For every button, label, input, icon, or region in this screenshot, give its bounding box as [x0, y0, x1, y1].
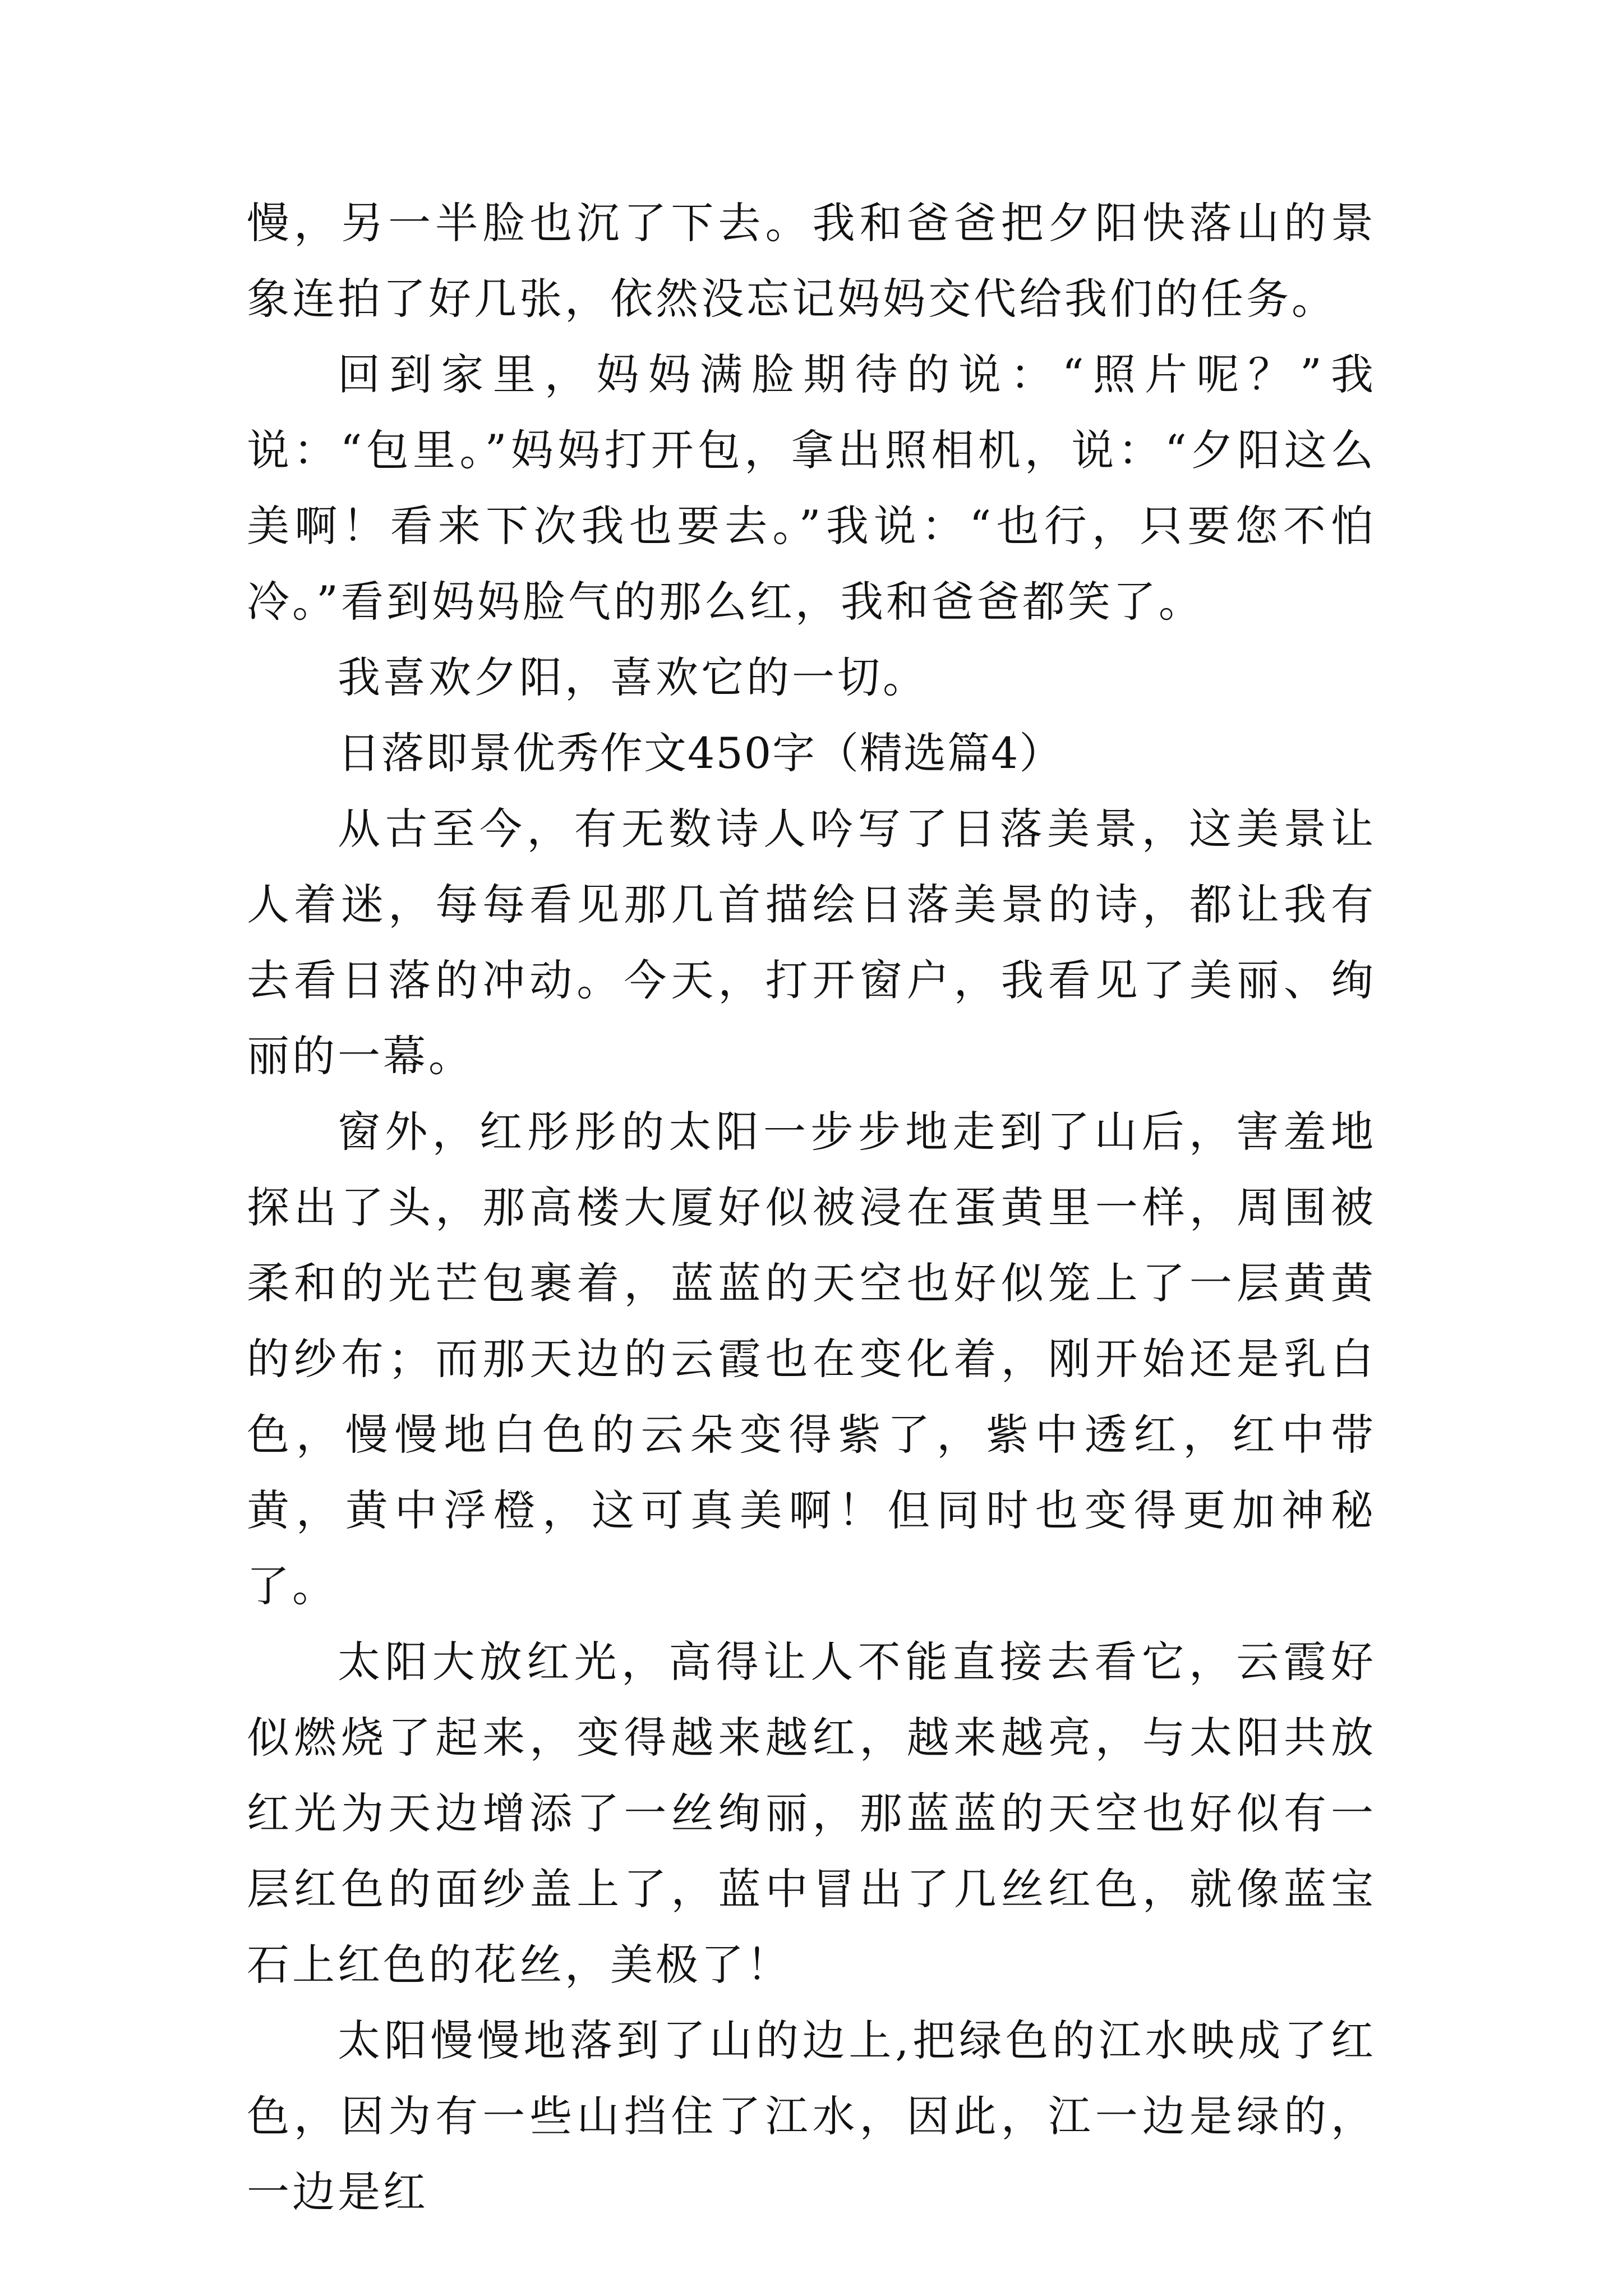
- paragraph-2: 回到家里，妈妈满脸期待的说：“照片呢？”我说：“包里。”妈妈打开包，拿出照相机，说：“夕阳这么美啊！看来下次我也要去。”我说：“也行，只要您不怕冷。”看到妈妈脸气的那么红，我和爸爸都笑了。: [247, 349, 1376, 627]
- paragraph-1: 慢，另一半脸也沉了下去。我和爸爸把夕阳快落山的景象连拍了好几张，依然没忘记妈妈交代给我们的任务。: [247, 198, 1376, 324]
- section-heading: 日落即景优秀作文450字（精选篇4）: [338, 728, 1063, 778]
- paragraph-7: 太阳慢慢地落到了山的边上,把绿色的江水映成了红色，因为有一些山挡住了江水，因此，江一边是绿的，一边是红: [247, 2016, 1376, 2217]
- paragraph-4: 从古至今，有无数诗人吟写了日落美景，这美景让人着迷，每每看见那几首描绘日落美景的诗，都让我有去看日落的冲动。今天，打开窗户，我看见了美丽、绚丽的一幕。: [247, 804, 1376, 1081]
- paragraph-3: 我喜欢夕阳，喜欢它的一切。: [338, 652, 928, 702]
- paragraph-6: 太阳大放红光，高得让人不能直接去看它，云霞好似燃烧了起来，变得越来越红，越来越亮，与太阳共放红光为天边增添了一丝绚丽，那蓝蓝的天空也好似有一层红色的面纱盖上了，蓝中冒出了几丝红色，就像蓝宝石上红色的花丝，美极了！: [247, 1637, 1376, 1990]
- document-body: [247, 185, 1376, 2230]
- paragraph-5: 窗外，红彤彤的太阳一步步地走到了山后，害羞地探出了头，那高楼大厦好似被浸在蛋黄里一样，周围被柔和的光芒包裹着，蓝蓝的天空也好似笼上了一层黄黄的纱布；而那天边的云霞也在变化着，刚开始还是乳白色，慢慢地白色的云朵变得紫了，紫中透红，红中带黄，黄中浮橙，这可真美啊！但同时也变得更加神秘了。: [247, 1107, 1376, 1611]
